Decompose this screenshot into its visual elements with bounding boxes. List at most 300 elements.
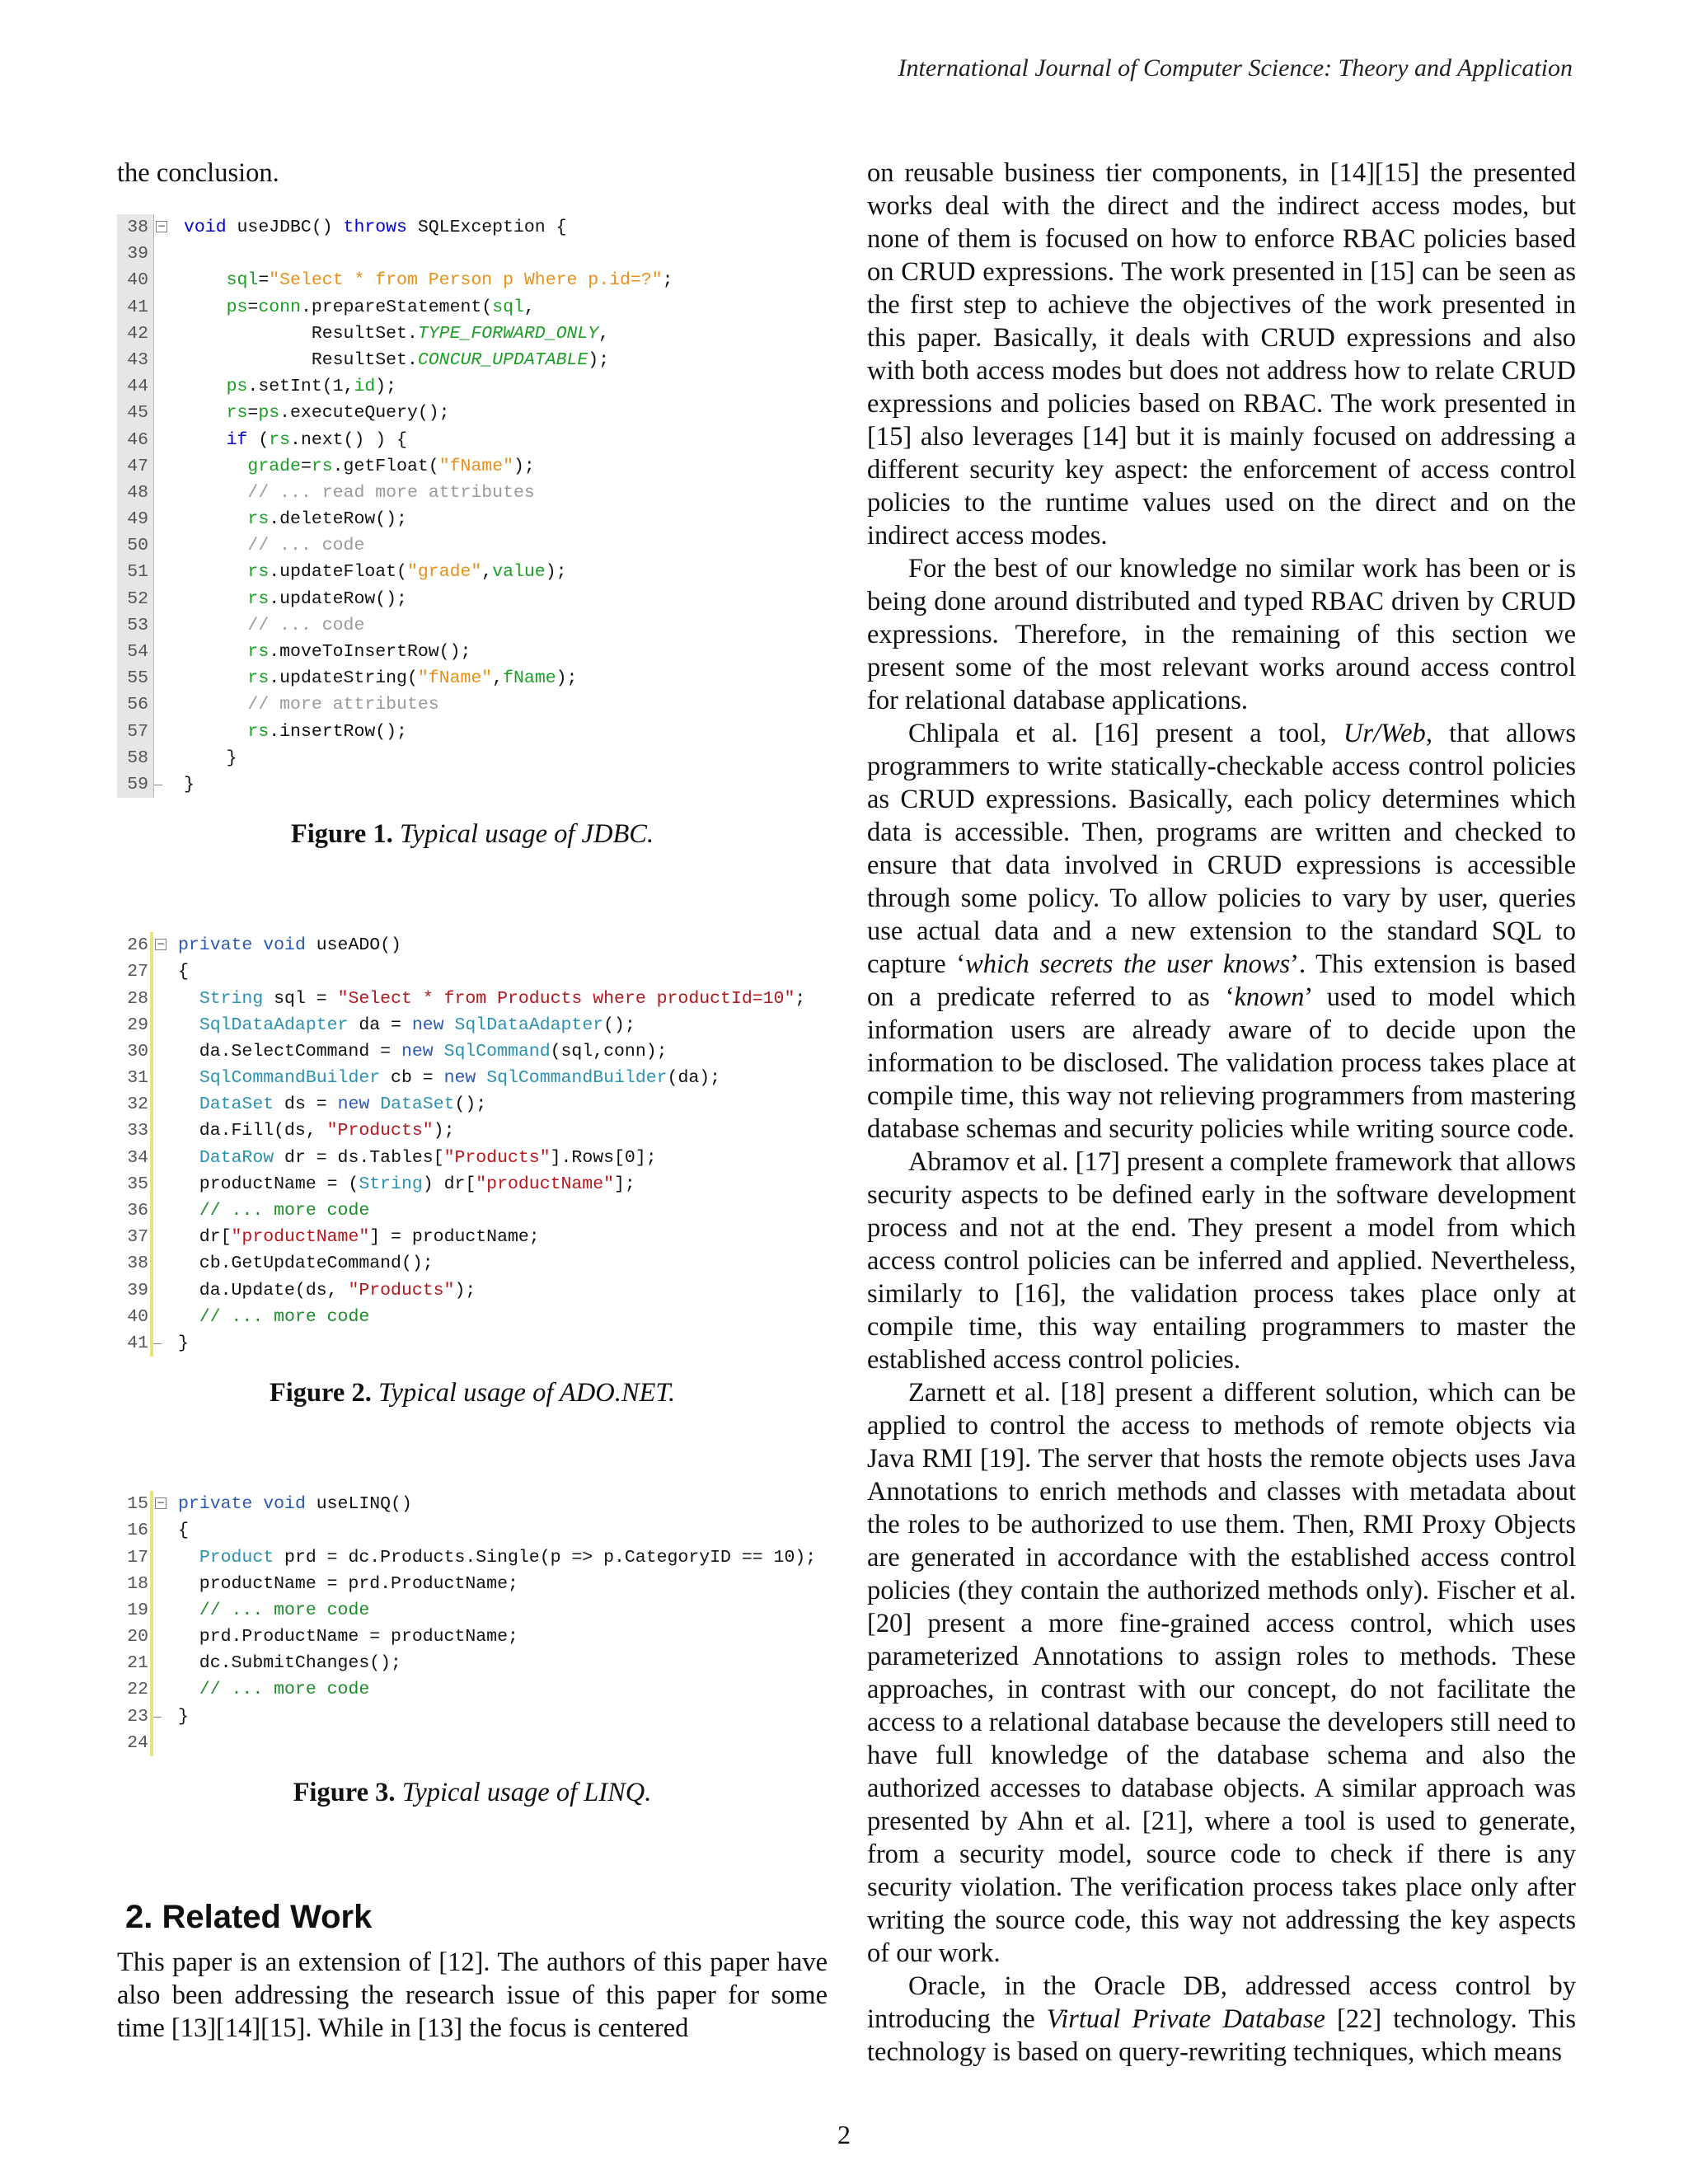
code-token: rs (247, 588, 270, 609)
line-number: 41 (127, 1333, 148, 1353)
code-line (117, 347, 828, 373)
code-token: SqlDataAdapter (199, 1015, 349, 1035)
code-gutter (153, 373, 179, 400)
line-number: 48 (117, 480, 153, 506)
code-token: dc.SubmitChanges(); (178, 1653, 401, 1674)
code-token (184, 403, 227, 423)
figure-3-code (117, 1491, 828, 1756)
code-line (117, 1277, 828, 1304)
code-line (117, 665, 828, 691)
code-gutter (150, 1704, 173, 1730)
code-token: ); (433, 1121, 455, 1141)
code-token (184, 642, 247, 662)
code-token: .updateString( (269, 668, 418, 689)
code-text (173, 1624, 518, 1650)
code-token (184, 430, 227, 450)
code-token: .next() ) { (290, 429, 407, 450)
code-token: da.Update(ds, (178, 1280, 349, 1301)
code-token: "fName" (417, 668, 493, 689)
code-token: = (258, 270, 270, 291)
code-token: dr[ (178, 1227, 232, 1248)
code-text (179, 347, 609, 373)
line-number: 30 (127, 1041, 148, 1062)
code-token: String (359, 1174, 423, 1194)
line-number: 21 (127, 1653, 148, 1674)
code-gutter (153, 665, 179, 691)
code-gutter (153, 241, 179, 267)
code-token: , (598, 323, 610, 344)
code-line (117, 719, 828, 745)
code-line (117, 1704, 828, 1730)
code-line (117, 1730, 828, 1756)
code-gutter (150, 1517, 173, 1544)
code-gutter (150, 1597, 173, 1624)
line-number: 27 (127, 962, 148, 982)
code-token: ps (258, 403, 280, 424)
collapse-toggle-icon[interactable]: − (157, 220, 166, 232)
code-gutter (150, 1277, 173, 1304)
code-line (117, 1304, 828, 1330)
code-text (173, 1277, 476, 1304)
code-token: "Products" (348, 1280, 455, 1301)
code-text (173, 986, 805, 1012)
code-text (173, 1544, 816, 1571)
code-token: ); (513, 456, 535, 476)
code-token (178, 1148, 199, 1168)
code-gutter (150, 1065, 173, 1091)
code-token: rs (247, 562, 270, 583)
code-text (179, 745, 237, 771)
code-text (179, 321, 609, 347)
code-token: TYPE_FORWARD_ONLY (417, 323, 599, 344)
code-line (117, 1038, 828, 1065)
code-token: (da); (667, 1068, 721, 1089)
code-token: = (300, 456, 312, 476)
line-number: 26 (127, 935, 148, 956)
line-number: 16 (127, 1521, 148, 1541)
code-text (173, 1065, 720, 1091)
code-token: "Select * from Person p Where p.id=?" (269, 270, 663, 291)
code-token: CONCUR_UPDATABLE (417, 349, 588, 370)
code-token: } (178, 1706, 189, 1727)
code-text (173, 1597, 369, 1624)
code-token (178, 1068, 199, 1088)
code-token (184, 457, 247, 476)
line-number: 56 (117, 691, 153, 718)
code-token (184, 509, 247, 529)
code-token: .updateFloat( (269, 562, 407, 583)
code-token: grade (247, 456, 301, 476)
code-line (117, 1330, 828, 1357)
code-token (184, 483, 247, 503)
code-line (117, 1197, 828, 1224)
code-gutter (150, 1038, 173, 1065)
code-line (117, 1571, 828, 1597)
page-number: 2 (837, 2120, 851, 2149)
code-gutter (150, 1491, 173, 1517)
code-gutter (153, 586, 179, 612)
code-gutter (150, 1650, 173, 1676)
code-token: productName = prd.ProductName; (178, 1573, 518, 1594)
code-token: da.SelectCommand = (178, 1041, 401, 1062)
code-token: ds = (274, 1094, 338, 1115)
collapse-toggle-icon[interactable]: − (156, 938, 166, 950)
code-line (117, 745, 828, 771)
line-number: 40 (127, 1306, 148, 1327)
figure-1-caption-text: Typical usage of JDBC. (400, 819, 654, 850)
code-token: ); (454, 1280, 476, 1301)
code-token: void (263, 935, 306, 956)
code-token (252, 1494, 263, 1514)
line-number: 40 (117, 267, 153, 293)
code-text (179, 373, 396, 400)
code-line (117, 1118, 828, 1144)
code-token: throws (343, 218, 407, 237)
code-token: .insertRow(); (269, 721, 407, 742)
line-number: 47 (117, 453, 153, 480)
code-gutter (153, 639, 179, 665)
code-token: } (184, 774, 195, 794)
line-number: 53 (117, 612, 153, 639)
code-line (117, 506, 828, 532)
line-number: 57 (117, 719, 153, 745)
line-number: 51 (117, 559, 153, 585)
code-text (179, 612, 364, 639)
code-gutter (153, 506, 179, 532)
code-token: ); (545, 562, 567, 583)
figure-3-caption (117, 1778, 828, 1808)
figure-2-caption-text: Typical usage of ADO.NET. (377, 1378, 676, 1408)
code-line (117, 639, 828, 665)
code-token: , (481, 562, 493, 583)
code-token: private (178, 1494, 253, 1515)
code-gutter (153, 267, 179, 293)
line-number: 15 (127, 1494, 148, 1515)
code-line (117, 532, 828, 559)
intro-fragment: the conclusion. (117, 158, 279, 188)
line-number: 59 (117, 771, 153, 798)
paragraph-1: on reusable business tier components, in [14][15] the presented works deal with the direct and the indirect access modes, but none of them is focused on how to enforce RBAC policies based on CRUD expressions. The work presented in [15] can be seen as the first step to achieve the objectives of the work presented in this paper. Basically, it deals with CRUD expressions and also with both access modes but does not address how to relate CRUD expressions and policies based on RBAC. The work presented in [15] also leverages [14] but it is mainly focused on addressing a different security key aspect: the enforcement of access control policies to the runtime values used on the direct and on the indirect access modes. (867, 158, 1576, 551)
line-number: 24 (127, 1732, 148, 1753)
line-number: 39 (127, 1280, 148, 1301)
line-number: 19 (127, 1600, 148, 1620)
code-line (117, 1650, 828, 1676)
code-line (117, 1517, 828, 1544)
code-gutter (150, 1624, 173, 1650)
code-text (179, 427, 407, 453)
code-text (179, 214, 567, 241)
code-token (184, 270, 227, 290)
code-text (173, 1704, 189, 1730)
code-token (178, 1548, 199, 1568)
line-number: 43 (117, 347, 153, 373)
code-gutter (150, 1571, 173, 1597)
code-text (173, 1676, 369, 1703)
code-text (173, 1012, 635, 1038)
code-gutter (150, 932, 173, 958)
code-token: fName (503, 668, 556, 689)
line-number: 23 (127, 1706, 148, 1727)
code-token: DataSet (199, 1094, 274, 1115)
code-line (117, 1171, 828, 1197)
code-gutter (153, 400, 179, 426)
code-token (184, 298, 227, 317)
code-token: // ... code (247, 536, 365, 556)
code-line (117, 771, 828, 798)
code-gutter (153, 745, 179, 771)
code-token: (sql,conn); (550, 1041, 668, 1062)
line-number: 22 (127, 1680, 148, 1700)
code-gutter (150, 1197, 173, 1224)
code-token: value (492, 562, 546, 583)
line-number: 46 (117, 427, 153, 453)
code-gutter (153, 294, 179, 321)
code-gutter (153, 691, 179, 718)
code-token (184, 536, 247, 555)
paragraph-3 (867, 717, 1576, 1146)
code-text (173, 1250, 434, 1277)
text-run: ’ used to model which information users are already aware of to decide upon the information to be disclosed. The validation process takes place at compile time, this way not relieving programmers from mastering database schemas and security policies while writing source code. (867, 982, 1576, 1144)
code-gutter (153, 559, 179, 585)
code-token: rs (247, 721, 270, 742)
code-token: ps (226, 377, 248, 397)
code-token: .setInt(1, (247, 377, 354, 397)
figure-1-code (117, 214, 828, 798)
code-text (179, 241, 184, 267)
line-number: 55 (117, 665, 153, 691)
code-token (178, 1680, 199, 1699)
line-number: 41 (117, 294, 153, 321)
code-token: // ... read more attributes (247, 482, 535, 503)
code-line (117, 453, 828, 480)
code-token (178, 1201, 199, 1221)
code-line (117, 691, 828, 718)
code-text (179, 559, 567, 585)
code-gutter (150, 1012, 173, 1038)
code-token: sql = (263, 988, 338, 1009)
code-text (173, 1730, 178, 1756)
figure-2-label: Figure 2. (269, 1378, 372, 1408)
code-gutter (153, 771, 179, 798)
collapse-toggle-icon[interactable]: − (156, 1497, 166, 1509)
code-gutter (150, 1304, 173, 1330)
code-text (179, 480, 535, 506)
code-text (179, 586, 407, 612)
code-token: SqlCommand (443, 1041, 551, 1062)
code-token: useLINQ() (305, 1494, 412, 1515)
paragraph-6 (867, 1970, 1576, 2069)
code-token: (); (603, 1015, 635, 1035)
code-token (444, 1015, 455, 1035)
code-token: = (247, 297, 259, 317)
paragraph-2: For the best of our knowledge no similar work has been or is being done around distributed and typed RBAC driven by CRUD expressions. Therefore, in the remaining of this section we present some of the most relevant works around access control for relational database applications. (867, 554, 1576, 715)
line-number: 32 (127, 1094, 148, 1115)
code-token: useJDBC() (226, 218, 344, 237)
line-number: 38 (127, 1254, 148, 1274)
text-run: ’. This extension is based on a predicate referred to as ‘ (867, 949, 1577, 1012)
code-token: (); (454, 1094, 487, 1115)
code-token: .executeQuery(); (279, 403, 450, 424)
text-run: [22] technology. This technology is based on query-rewriting techniques, which means (867, 2004, 1576, 2067)
code-token: prd.ProductName = productName; (178, 1627, 518, 1647)
code-text (179, 267, 673, 293)
code-token (178, 989, 199, 1009)
running-header: International Journal of Computer Science: Theory and Application (898, 54, 1573, 82)
code-line (117, 294, 828, 321)
code-text (179, 719, 407, 745)
code-gutter (153, 453, 179, 480)
code-token: da.Fill(ds, (178, 1121, 327, 1141)
code-line (117, 1544, 828, 1571)
code-text (179, 453, 535, 480)
code-token: "Products" (326, 1121, 434, 1141)
code-gutter (150, 958, 173, 985)
code-token (184, 377, 227, 396)
code-text (179, 400, 450, 426)
code-token: id (354, 377, 376, 397)
text-run: Chlipala et al. [16] present a tool, (908, 719, 1343, 748)
code-token: .moveToInsertRow(); (269, 642, 471, 662)
code-line (117, 267, 828, 293)
code-text (173, 1650, 401, 1676)
code-token: .getFloat( (332, 456, 439, 476)
line-number: 35 (127, 1174, 148, 1194)
code-token: , (523, 297, 535, 317)
section-title: 2. Related Work (125, 1899, 373, 1935)
line-number: 58 (117, 745, 153, 771)
code-token: if (226, 429, 248, 450)
line-number: 17 (127, 1547, 148, 1568)
code-gutter (150, 1171, 173, 1197)
code-token: "fName" (438, 456, 514, 476)
code-line (117, 1091, 828, 1118)
code-token: ( (247, 429, 270, 450)
figure-1-label: Figure 1. (290, 819, 393, 850)
code-text (179, 771, 195, 798)
code-token (184, 668, 247, 688)
code-text (173, 1491, 412, 1517)
line-number: 36 (127, 1201, 148, 1221)
code-token: } (178, 1333, 189, 1353)
code-token: conn (258, 297, 301, 317)
code-token: { (178, 1521, 189, 1541)
code-token: ResultSet. (184, 349, 418, 370)
code-token: new (411, 1015, 444, 1035)
code-token: SqlCommandBuilder (199, 1068, 381, 1089)
italic-run: Ur/Web (1343, 719, 1426, 748)
code-gutter (153, 480, 179, 506)
code-token: void (184, 218, 227, 237)
code-token: dr = ds.Tables[ (274, 1147, 444, 1168)
paragraph-4: Abramov et al. [17] present a complete framework that allows security aspects to be defined early in the software development process and not at the end. They present a model from which access control policies can be inferred and applied. Nevertheless, similarly to [16], the validation process takes place only at compile time, this way entailing programmers to master the established access control policies. (867, 1147, 1576, 1375)
code-text (173, 1304, 369, 1330)
code-token (184, 616, 247, 635)
code-token: private (178, 935, 253, 956)
code-line (117, 1624, 828, 1650)
code-text (173, 1197, 369, 1224)
text-run: , that allows programmers to write statically-checkable access control policies as CRUD expressions. Basically, each policy determines which data is accessible. Then, programs are written and checked to ensure that data involved in CRUD expressions is accessible through some policy. To allow policies to vary by user, queries use actual data and a new extension to the standard SQL to capture ‘ (867, 719, 1576, 979)
code-text (179, 639, 471, 665)
code-text (179, 532, 364, 559)
code-text (173, 1145, 657, 1171)
code-line (117, 958, 828, 985)
code-token: cb = (380, 1068, 444, 1089)
code-token (252, 935, 263, 955)
code-token: ].Rows[0]; (550, 1147, 657, 1168)
code-token (178, 1094, 199, 1114)
text-run: Oracle, in the Oracle DB, addressed access control by introducing the (867, 1971, 1576, 2034)
code-token: , (492, 668, 504, 689)
code-token: ; (662, 270, 673, 291)
line-number: 50 (117, 532, 153, 559)
code-token (178, 1601, 199, 1620)
code-line (117, 1145, 828, 1171)
code-token: new (401, 1041, 434, 1062)
code-line (117, 373, 828, 400)
code-token (434, 1042, 444, 1062)
code-line (117, 612, 828, 639)
code-gutter (150, 1145, 173, 1171)
code-token: // ... more code (199, 1600, 370, 1620)
code-token: String (199, 988, 264, 1009)
code-token (178, 1015, 199, 1035)
code-token: = (247, 403, 259, 424)
code-token: "productName" (476, 1174, 615, 1194)
code-token: rs (311, 456, 333, 476)
code-line (117, 1491, 828, 1517)
code-token: rs (247, 642, 270, 662)
code-gutter (150, 1330, 173, 1357)
code-token: prd = dc.Products.Single(p => p.CategoryID == 10); (274, 1547, 817, 1568)
section-paragraph: This paper is an extension of [12]. The authors of this paper have also been addressing the research issue of this paper for some time [13][14][15]. While in [13] the focus is centered (117, 1947, 828, 2043)
line-number: 29 (127, 1015, 148, 1035)
code-gutter (150, 1250, 173, 1277)
code-token: DataRow (199, 1147, 274, 1168)
code-token: "grade" (406, 562, 482, 583)
fold-end-icon (153, 1330, 162, 1344)
code-token: rs (269, 429, 291, 450)
fold-end-icon (153, 1704, 162, 1718)
line-number: 37 (127, 1227, 148, 1248)
code-token: "productName" (231, 1227, 370, 1248)
code-line (117, 480, 828, 506)
code-token: da = (348, 1015, 412, 1035)
code-token: SqlDataAdapter (454, 1015, 604, 1035)
code-text (179, 691, 439, 718)
code-line (117, 1597, 828, 1624)
code-line (117, 214, 828, 241)
code-gutter (150, 1091, 173, 1118)
code-gutter (153, 719, 179, 745)
code-token: SQLException { (406, 218, 567, 237)
line-number: 49 (117, 506, 153, 532)
code-text (179, 294, 535, 321)
code-token: // ... more code (199, 1306, 370, 1327)
line-number: 44 (117, 373, 153, 400)
code-token: // ... more code (199, 1201, 370, 1221)
paragraph-5: Zarnett et al. [18] present a different solution, which can be applied to control the access to methods of remote objects via Java RMI [19]. The server that hosts the remote objects uses Java Annotations to enrich methods and classes with metadata about the roles to be authorized to use them. Then, RMI Proxy Objects are generated in accordance with the established access control policies (they contain the authorized methods only). Fischer et al. [20] present a more fine-grained access control, which uses parameterized Annotations to assign roles to methods. These approaches, in contrast with our concept, do not facilitate the access to a relational database because the developers still need to have full knowledge of the database schema and also the authorized accesses to database objects. A similar approach was presented by Ahn et al. [21], where a tool is used to generate, from a security model, source code to check if there is any security violation. The verification process takes place only after writing the source code, this way not addressing the key aspects of our work. (867, 1378, 1576, 1968)
italic-run: which secrets the user knows (965, 949, 1291, 979)
code-gutter (150, 986, 173, 1012)
line-number: 54 (117, 639, 153, 665)
code-gutter (150, 1118, 173, 1144)
code-text (179, 665, 577, 691)
code-token: cb.GetUpdateCommand(); (178, 1254, 434, 1274)
line-number: 52 (117, 586, 153, 612)
code-token: ); (588, 349, 610, 370)
italic-run: known (1234, 982, 1305, 1012)
code-text (173, 1118, 454, 1144)
